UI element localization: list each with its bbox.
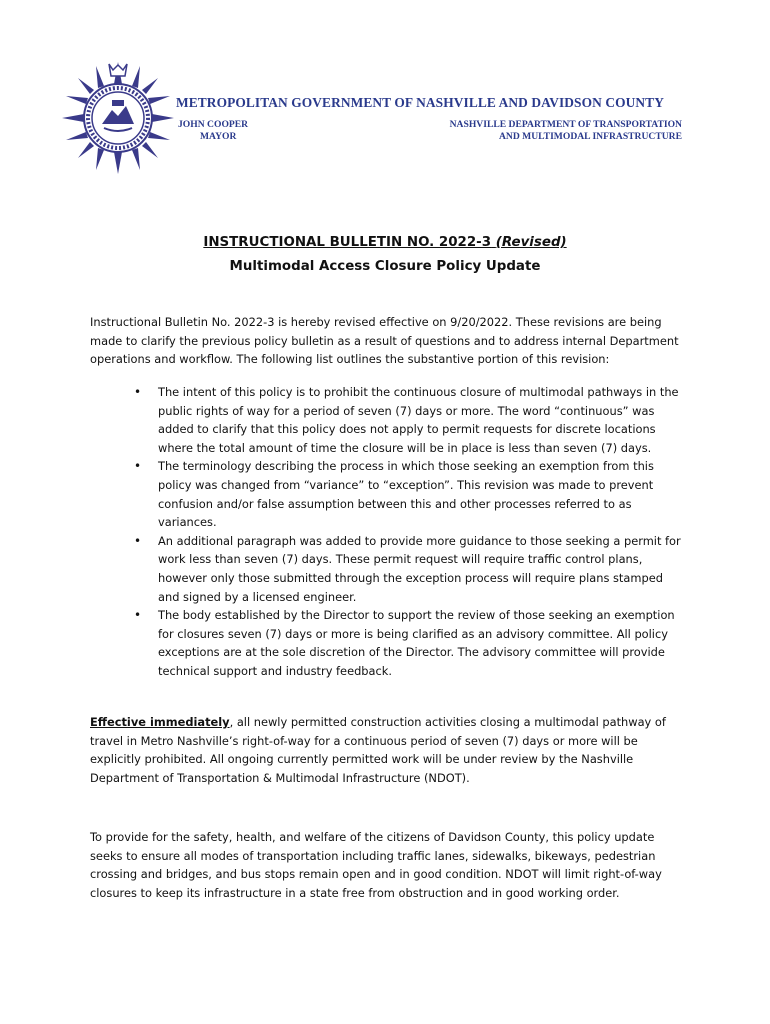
bulletin-subtitle: Multimodal Access Closure Policy Update <box>229 259 541 274</box>
government-title: METROPOLITAN GOVERNMENT OF NASHVILLE AND DAVIDSON COUNTY <box>176 95 664 110</box>
department-line-1: NASHVILLE DEPARTMENT OF TRANSPORTATION <box>449 119 682 130</box>
list-item: • The intent of this policy is to prohibit the continuous closure of multimodal pathways in the public rights of way for a period of seven (7) days or more. The word “continuous” was added to clarify that this policy does not apply to permit requests for discrete locations where the total amount of time the closure will be in place is less than seven (7) days. <box>130 383 682 457</box>
list-item: • The terminology describing the process in which those seeking an exemption from this policy was changed from “variance” to “exception”. This revision was made to prevent confusion and/or false assumption between this and other processes referred to as variances. <box>130 457 682 531</box>
mayor-title: MAYOR <box>200 131 237 142</box>
department-block <box>382 119 682 143</box>
city-seal-icon <box>62 62 174 174</box>
effective-text: , all newly permitted construction activities closing a multimodal pathway of travel in Metro Nashville’s right-of-way for a continuous period of seven (7) days or more will be explicitly prohibited. All ongoing currently permitted work will be under review by the Nashville Department of Transportation & Multimodal Infrastructure (NDOT). <box>90 715 666 785</box>
closing-paragraph: To provide for the safety, health, and welfare of the citizens of Davidson County, this policy update seeks to ensure all modes of transportation including traffic lanes, sidewalks, bikeways, pedestrian crossing and bridges, and bus stops remain open and in good condition. NDOT will limit right-of-way closures to keep its infrastructure in a state free from obstruction and in good working order. <box>90 830 662 900</box>
effective-lead: Effective immediately <box>90 715 230 729</box>
bulletin-title <box>0 235 770 250</box>
mayor-block <box>178 119 288 143</box>
revised-label: (Revised) <box>495 235 567 250</box>
list-item: • An additional paragraph was added to provide more guidance to those seeking a permit for work less than seven (7) days. These permit request will require traffic control plans, however only those submitted through the exception process will require plans stamped and signed by a licensed engineer. <box>130 532 682 606</box>
bulletin-number: INSTRUCTIONAL BULLETIN NO. 2022-3 <box>203 235 492 250</box>
mayor-name: JOHN COOPER <box>178 119 249 130</box>
intro-paragraph: Instructional Bulletin No. 2022-3 is hereby revised effective on 9/20/2022. These revisions are being made to clarify the previous policy bulletin as a result of questions and to address internal Department operations and workflow. The following list outlines the substantive portion of this revision: <box>90 315 679 367</box>
revision-list <box>130 383 682 681</box>
list-item: • The body established by the Director to support the review of those seeking an exemption for closures seven (7) days or more is being clarified as an advisory committee. All policy exceptions are at the sole discretion of the Director. The advisory committee will provide technical support and industry feedback. <box>130 606 682 680</box>
department-line-2: AND MULTIMODAL INFRASTRUCTURE <box>498 131 682 142</box>
effective-paragraph <box>90 713 680 787</box>
